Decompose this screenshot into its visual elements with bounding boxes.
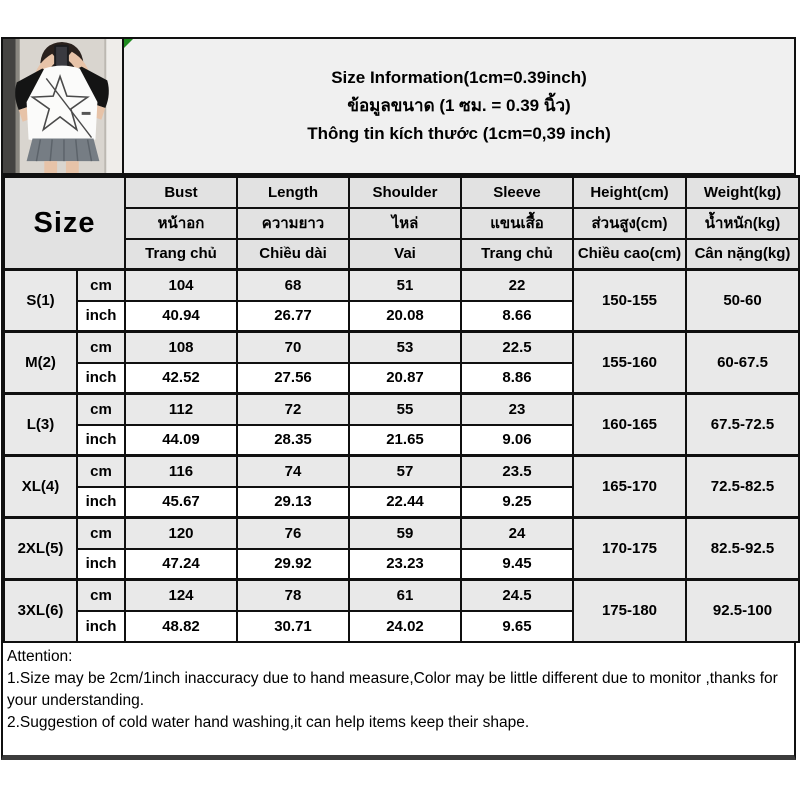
value-cell-inch: 45.67 (125, 487, 237, 518)
value-cell-inch: 8.86 (461, 363, 573, 394)
value-cell-cm: 70 (237, 332, 349, 363)
header-row-english (4, 177, 799, 208)
value-cell-inch: 26.77 (237, 301, 349, 332)
size-row-cm (4, 394, 799, 425)
value-cell-inch: 40.94 (125, 301, 237, 332)
value-cell-cm: 59 (349, 518, 461, 549)
value-cell-cm: 24.5 (461, 580, 573, 611)
height-range-cell: 175-180 (573, 580, 686, 642)
weight-range-cell: 60-67.5 (686, 332, 799, 394)
value-cell-cm: 78 (237, 580, 349, 611)
value-cell-inch: 20.08 (349, 301, 461, 332)
height-range-cell: 160-165 (573, 394, 686, 456)
unit-cell-inch: inch (77, 549, 125, 580)
value-cell-cm: 23 (461, 394, 573, 425)
unit-cell-cm: cm (77, 456, 125, 487)
value-cell-inch: 44.09 (125, 425, 237, 456)
value-cell-inch: 21.65 (349, 425, 461, 456)
size-row-cm (4, 456, 799, 487)
column-header-th: ส่วนสูง(cm) (573, 208, 686, 239)
height-range-cell: 155-160 (573, 332, 686, 394)
size-chart-sheet (1, 37, 796, 760)
weight-range-cell: 50-60 (686, 270, 799, 332)
product-photo (3, 39, 124, 173)
title-block (124, 39, 794, 173)
value-cell-inch: 9.06 (461, 425, 573, 456)
attention-line-1: 1.Size may be 2cm/1inch inaccuracy due to hand measure,Color may be little different due to monitor ,thanks for your understanding. (7, 669, 778, 709)
size-row-cm (4, 270, 799, 301)
product-photo-illustration (3, 39, 122, 173)
value-cell-inch: 48.82 (125, 611, 237, 642)
size-row-cm (4, 518, 799, 549)
column-header-vi: Chiều dài (237, 239, 349, 270)
unit-cell-cm: cm (77, 332, 125, 363)
column-header-vi: Chiều cao(cm) (573, 239, 686, 270)
value-cell-cm: 22 (461, 270, 573, 301)
size-table-body (4, 270, 799, 642)
value-cell-inch: 20.87 (349, 363, 461, 394)
attention-heading: Attention: (7, 647, 73, 665)
value-cell-cm: 57 (349, 456, 461, 487)
value-cell-cm: 120 (125, 518, 237, 549)
attention-note (3, 643, 794, 755)
column-header-th: ไหล่ (349, 208, 461, 239)
column-header-th: แขนเสื้อ (461, 208, 573, 239)
weight-range-cell: 82.5-92.5 (686, 518, 799, 580)
value-cell-cm: 124 (125, 580, 237, 611)
unit-cell-cm: cm (77, 580, 125, 611)
column-header-vi: Trang chủ (125, 239, 237, 270)
value-cell-inch: 47.24 (125, 549, 237, 580)
value-cell-inch: 29.13 (237, 487, 349, 518)
attention-line-2: 2.Suggestion of cold water hand washing,it can help items keep their shape. (7, 713, 530, 731)
weight-range-cell: 67.5-72.5 (686, 394, 799, 456)
column-header-en: Sleeve (461, 177, 573, 208)
value-cell-cm: 53 (349, 332, 461, 363)
value-cell-inch: 27.56 (237, 363, 349, 394)
unit-cell-cm: cm (77, 394, 125, 425)
column-header-en: Weight(kg) (686, 177, 799, 208)
column-header-th: หน้าอก (125, 208, 237, 239)
size-row-cm (4, 332, 799, 363)
unit-cell-inch: inch (77, 425, 125, 456)
value-cell-inch: 22.44 (349, 487, 461, 518)
value-cell-inch: 29.92 (237, 549, 349, 580)
column-header-th: น้ำหนัก(kg) (686, 208, 799, 239)
value-cell-cm: 61 (349, 580, 461, 611)
value-cell-cm: 68 (237, 270, 349, 301)
size-label-cell: XL(4) (4, 456, 77, 518)
value-cell-inch: 28.35 (237, 425, 349, 456)
value-cell-inch: 30.71 (237, 611, 349, 642)
value-cell-inch: 9.45 (461, 549, 573, 580)
value-cell-cm: 116 (125, 456, 237, 487)
column-header-en: Shoulder (349, 177, 461, 208)
size-table-head (4, 177, 799, 270)
value-cell-inch: 24.02 (349, 611, 461, 642)
column-header-vi: Trang chủ (461, 239, 573, 270)
value-cell-inch: 42.52 (125, 363, 237, 394)
column-header-en: Length (237, 177, 349, 208)
unit-cell-inch: inch (77, 487, 125, 518)
height-range-cell: 165-170 (573, 456, 686, 518)
height-range-cell: 170-175 (573, 518, 686, 580)
size-row-cm (4, 580, 799, 611)
title-vietnamese: Thông tin kích thước (1cm=0,39 inch) (307, 124, 611, 143)
unit-cell-cm: cm (77, 518, 125, 549)
value-cell-cm: 72 (237, 394, 349, 425)
value-cell-cm: 55 (349, 394, 461, 425)
weight-range-cell: 72.5-82.5 (686, 456, 799, 518)
column-header-th: ความยาว (237, 208, 349, 239)
size-header-cell: Size (4, 177, 125, 270)
unit-cell-cm: cm (77, 270, 125, 301)
size-label-cell: S(1) (4, 270, 77, 332)
value-cell-inch: 8.66 (461, 301, 573, 332)
size-label-cell: M(2) (4, 332, 77, 394)
value-cell-cm: 108 (125, 332, 237, 363)
size-label-cell: 3XL(6) (4, 580, 77, 642)
value-cell-cm: 76 (237, 518, 349, 549)
corner-flag-icon (124, 39, 133, 48)
size-label-cell: L(3) (4, 394, 77, 456)
column-header-vi: Vai (349, 239, 461, 270)
size-table (3, 175, 800, 643)
value-cell-cm: 23.5 (461, 456, 573, 487)
unit-cell-inch: inch (77, 301, 125, 332)
value-cell-cm: 51 (349, 270, 461, 301)
top-band (3, 39, 794, 175)
size-label-cell: 2XL(5) (4, 518, 77, 580)
title-english: Size Information(1cm=0.39inch) (331, 68, 587, 87)
unit-cell-inch: inch (77, 363, 125, 394)
weight-range-cell: 92.5-100 (686, 580, 799, 642)
value-cell-inch: 9.25 (461, 487, 573, 518)
value-cell-cm: 22.5 (461, 332, 573, 363)
column-header-vi: Cân nặng(kg) (686, 239, 799, 270)
column-header-en: Height(cm) (573, 177, 686, 208)
column-header-en: Bust (125, 177, 237, 208)
value-cell-cm: 112 (125, 394, 237, 425)
value-cell-cm: 24 (461, 518, 573, 549)
title-thai: ข้อมูลขนาด (1 ซม. = 0.39 นิ้ว) (347, 96, 571, 115)
height-range-cell: 150-155 (573, 270, 686, 332)
value-cell-cm: 74 (237, 456, 349, 487)
value-cell-inch: 9.65 (461, 611, 573, 642)
unit-cell-inch: inch (77, 611, 125, 642)
value-cell-cm: 104 (125, 270, 237, 301)
value-cell-inch: 23.23 (349, 549, 461, 580)
